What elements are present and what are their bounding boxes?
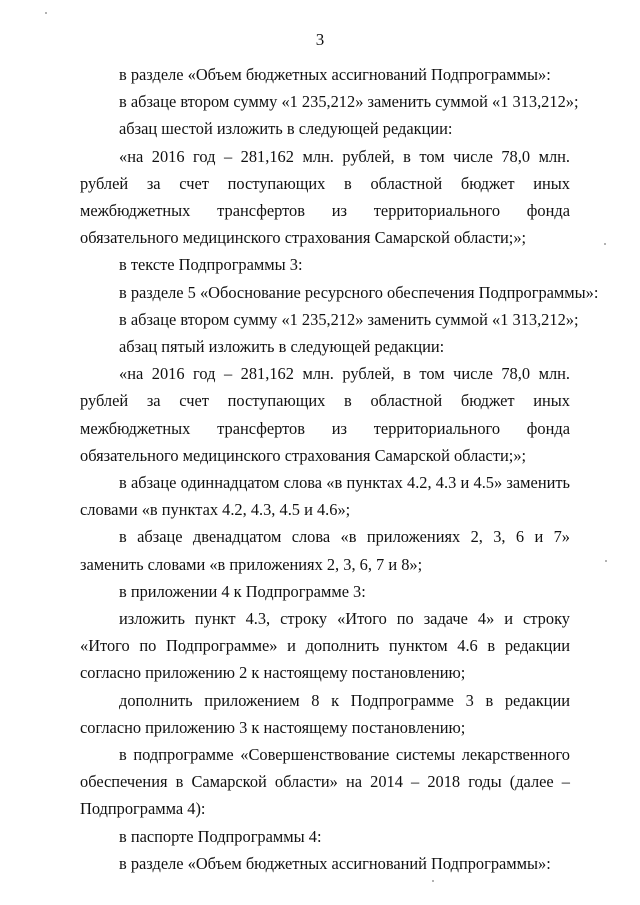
paragraph-15: в подпрограмме «Совершенствование системы лекарственного обеспечения в Самарской области» на 2014 – 2018 годы (далее – Подпрограмма 4): [80, 745, 570, 819]
document-body [80, 61, 599, 877]
paragraph-5: в тексте Подпрограммы 3: [119, 255, 303, 275]
paragraph-12: в приложении 4 к Подпрограмме 3: [119, 581, 366, 601]
scan-speck [605, 560, 607, 562]
paragraph-17: в разделе «Объем бюджетных ассигнований Подпрограммы»: [119, 853, 551, 873]
paragraph-8: абзац пятый изложить в следующей редакции: [119, 337, 445, 357]
paragraph-3: абзац шестой изложить в следующей редакции: [119, 119, 453, 139]
paragraph-6: в разделе 5 «Обоснование ресурсного обеспечения Подпрограммы»: [119, 282, 599, 302]
paragraph-9: «на 2016 год – 281,162 млн. рублей, в том числе 78,0 млн. рублей за счет поступающих в областной бюджет иных межбюджетных трансфертов из территориального фонда обязательного медицинского страхования Самарской области;»; [80, 364, 570, 465]
scan-speck [45, 12, 47, 14]
page-number: 3 [315, 30, 325, 49]
scan-speck [604, 243, 606, 245]
paragraph-10: в абзаце одиннадцатом слова «в пунктах 4.2, 4.3 и 4.5» заменить словами «в пунктах 4.2, 4.3, 4.5 и 4.6»; [80, 473, 570, 520]
scan-speck [432, 880, 434, 882]
paragraph-4: «на 2016 год – 281,162 млн. рублей, в том числе 78,0 млн. рублей за счет поступающих в областной бюджет иных межбюджетных трансфертов из территориального фонда обязательного медицинского страхования Самарской области;»; [80, 146, 570, 248]
paragraph-14: дополнить приложением 8 к Подпрограмме 3 в редакции согласно приложению 3 к настоящему постановлению; [80, 690, 570, 737]
paragraph-2: в абзаце втором сумму «1 235,212» заменить суммой «1 313,212»; [119, 92, 579, 112]
paragraph-13: изложить пункт 4.3, строку «Итого по задаче 4» и строку «Итого по Подпрограмме» и дополнить пунктом 4.6 в редакции согласно приложению 2 к настоящему постановлению; [80, 609, 570, 683]
paragraph-1: в разделе «Объем бюджетных ассигнований Подпрограммы»: [119, 65, 551, 84]
paragraph-7: в абзаце втором сумму «1 235,212» заменить суммой «1 313,212»; [119, 309, 579, 329]
paragraph-11: в абзаце двенадцатом слова «в приложениях 2, 3, 6 и 7» заменить словами «в приложениях 2, 3, 6, 7 и 8»; [80, 527, 570, 574]
paragraph-16: в паспорте Подпрограммы 4: [119, 826, 322, 846]
